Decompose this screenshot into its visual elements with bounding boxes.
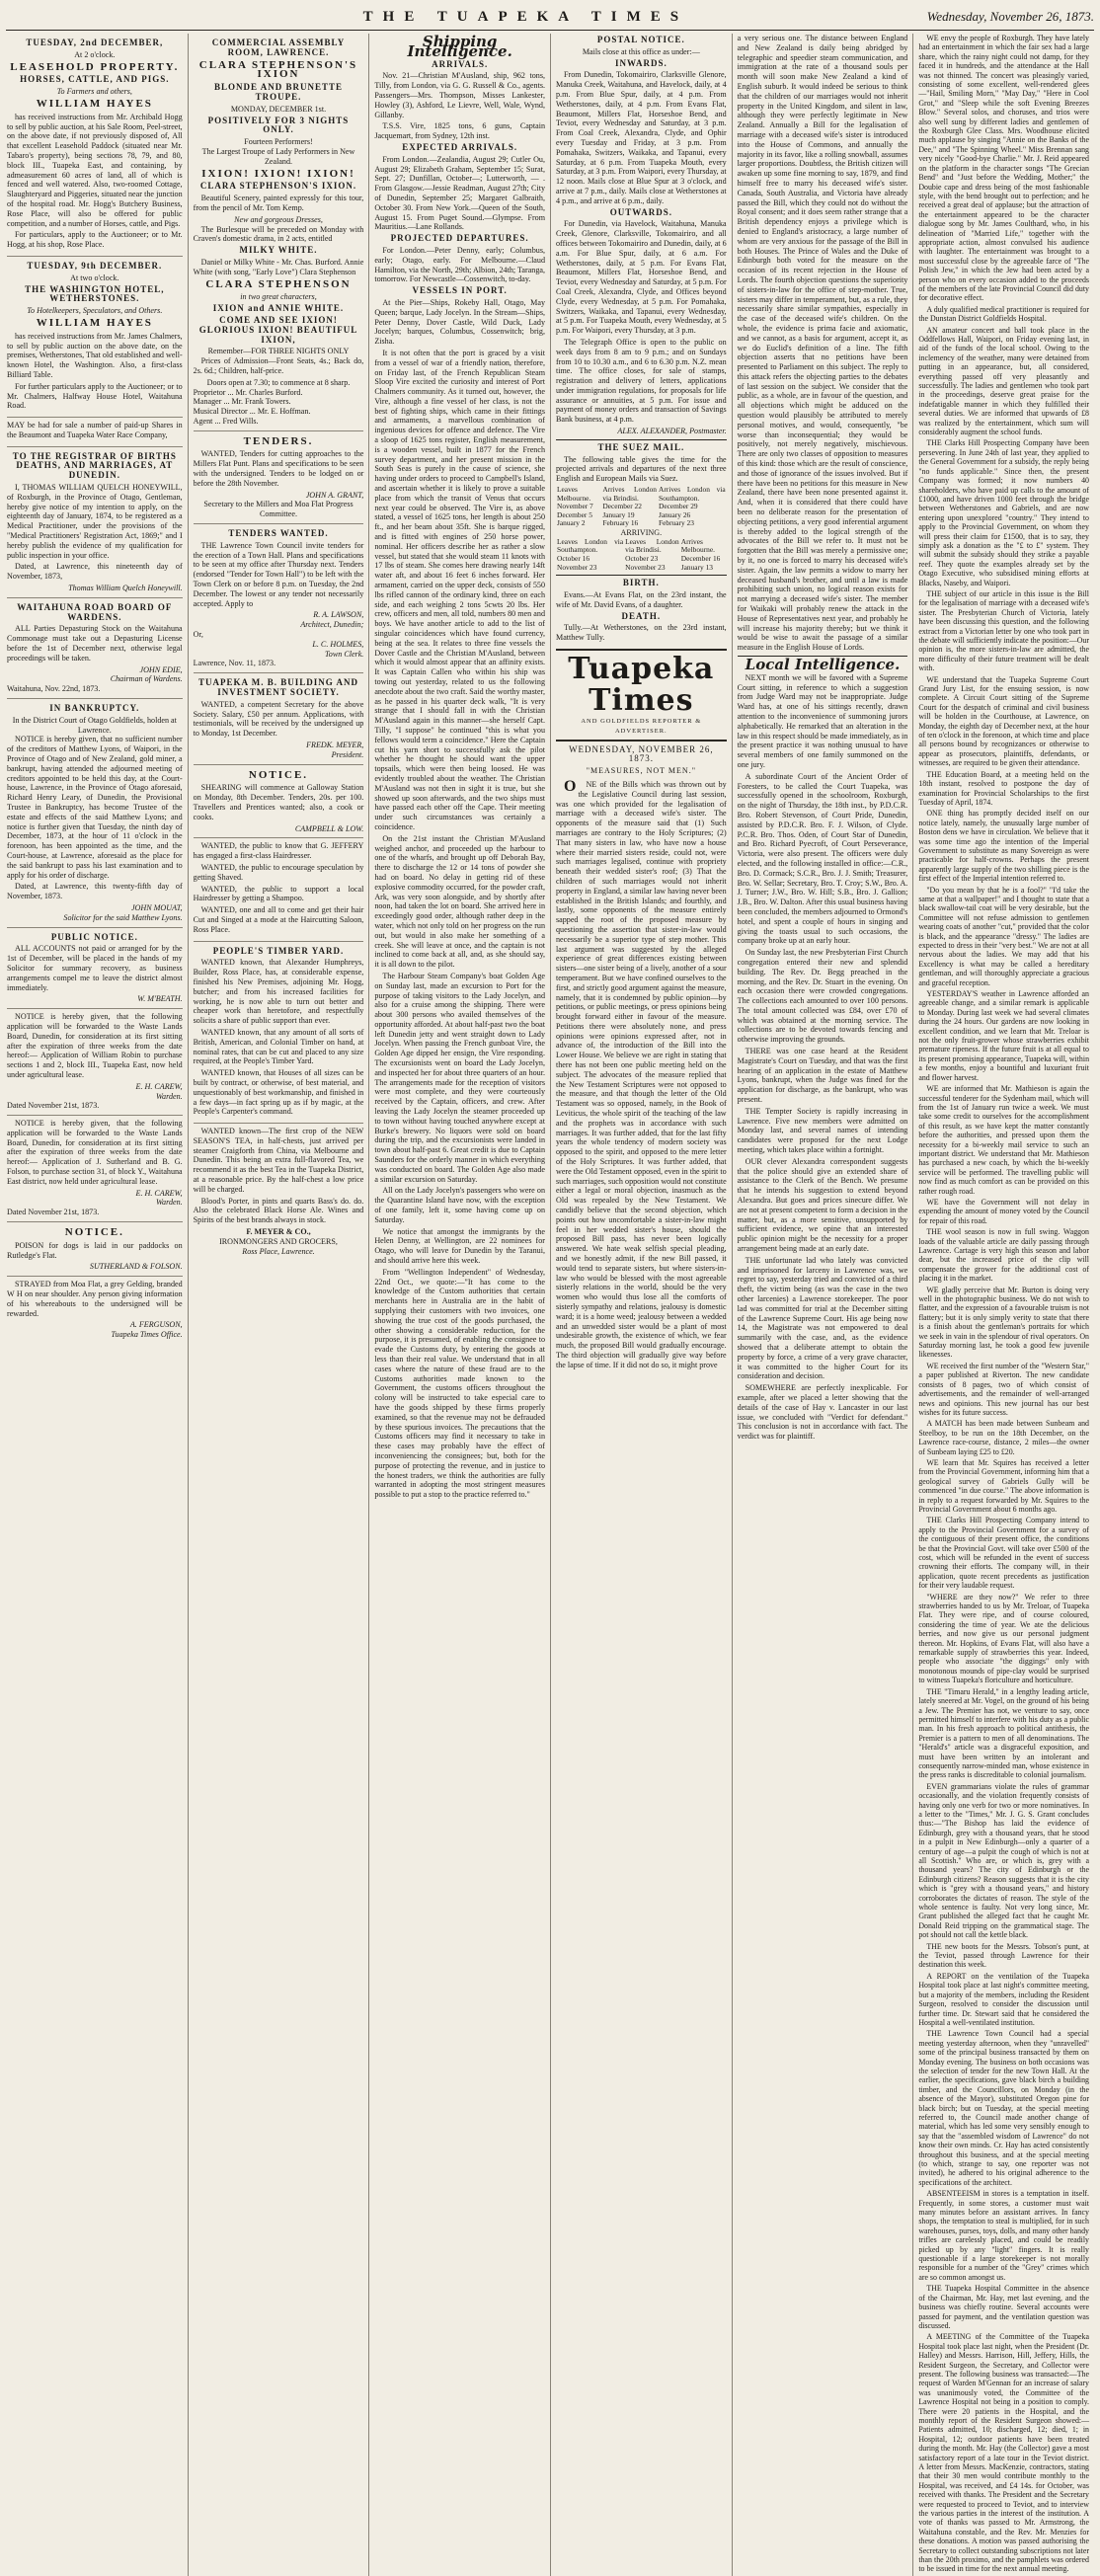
inwards-body: From Dunedin, Tokomairiro, Clarksville Glenore, Manuka Creek, Waitahuna, and Havelock, daily, at 4 p.m. From Blue Spur, daily, at 4 p.m. From Wetherstones, daily, at 4 p.m. From Evans Flat, Beaumont, Millers Flat, Horseshoe Bend, and Teviot, every Wednesday and Saturday, at 3 p.m. From Coal Creek, Alexandra, Clyde, and Ophir every Tuesday and Friday, at 3 p.m. From Pomahaka, Switzers, Waikaka, and Tapanui, every Saturday, at 6 p.m. From Tuapeka Mouth, every Saturday, at 3 p.m. From Waipori, every Thursday, at 12 noon. Mails close at Blue Spur at 3 o'clock, and arrive at 7 p.m., daily. Mails close at Wetherstones at 4 p.m., and arrive at 6 p.m., daily. [556, 70, 727, 205]
waste-signature: E. H. CAREW, [135, 1188, 183, 1198]
shipping-story: We notice that amongst the immigrants by the Helen Denny, at Wellington, are 22 nominees for Otago, who will leave for Dunedin by the Taranui, and should arrive here this week. [374, 1226, 545, 1266]
staff-manager: Manager ... Mr. Frank Towers. [193, 397, 291, 407]
waste-body: NOTICE is hereby given, that the following application will be forwarded to the Waste Lands Board, Dunedin, for consideration at its first sitting after the expiration of three weeks from the date hereof:— Application of J. Sutherland and B. G. Folson, to purchase section 31, of block Y., Waitahuna East district, now held under agricultural lease. [7, 1119, 183, 1186]
wardens-body: ALL Parties Depasturing Stock on the Waitahuna Commonage must take out a Depasturing License before the 1st of December next, otherwise legal proceedings will be taken. [7, 624, 183, 663]
tenders-ad [194, 431, 364, 524]
shipping-story: The Harbour Steam Company's boat Golden Age on Sunday last, made an excursion to Port for the purpose of taking visitors to the Lady Jocelyn, and also for a cruise among the shipping. There were about 300 persons who availed themselves of the opportunity afforded. At about half-past two the boat left Dunedin jetty and went straight down to Lady Jocelyn. When passing the French gunboat Vire, the Golden Age dipped her ensign, the Vire responding. The excursionists went on board the Lady Jocelyn, and inspected her for about three quarters of an hour. The arrangements made for the reception of visitors were most complete, and they were courteously received by the Captain, officers, and crew. After leaving the Lady Jocelyn the steamer proceeded up to town without having touched anywhere except at Burke's brewery. No liquors were sold on board during the trip, and the excursionists were landed in town about half-past 6. Great credit is due to Captain Saunders for the orderly manner in which everything was conducted on board. The Golden Age also made a similar excursion on Saturday. [374, 971, 545, 1184]
local-item: WE gladly perceive that Mr. Burton is doing very well in the photographic business. We do not wish to flatter, and the expression of a favourable truism is not flattery; but it is only simply verity to state that there is a finish about the gentleman's portraits for which we seek in vain in the splendour of rival operators. On Saturday morning last, he took a good few juvenile likenesses. [918, 1285, 1089, 1360]
outwards-heading: OUTWARDS. [609, 206, 672, 217]
local-item: ABSENTEEISM in stores is a temptation in itself. Frequently, in some stores, a customer must wait many minutes before an assistant arrives. In fancy shops, the temptation to steal is multiplied, for in such warehouses, purses, toys, dolls, and many other handy trifles are carelessly placed, and could be readily picked up by any "light" fingers. It is really questionable if a large storekeeper is not morally responsible for a number of the "Grey" crimes which are so common amongst us. [918, 2189, 1089, 2282]
bankruptcy-notice [7, 699, 183, 928]
table-cell: October 23 [625, 554, 659, 564]
auction-ad-1 [7, 34, 183, 257]
troupe-clara: CLARA STEPHENSON'S IXION. [199, 181, 357, 192]
waste-body: NOTICE is hereby given, that the following application will be forwarded to the Waste Lands Board, Dunedin, for consideration at its first sitting after the expiration of three weeks from the date hereof:— Application of William Robin to purchase sections 1 and 2, block III., Tuapeka East, now held under agricultural lease. [7, 1012, 183, 1079]
local-item: "Do you mean by that he is a fool?" "I'd take the same at that a wallpaper!" and I thought to state that a black swallow-tail coat will be very desirable, but the Committee will not refuse admission to gentlemen wearing coats of another "cut," provided that the color is black, and the appearance "dressy." The ladies are expected to dress in their "very best." We are not at all nervous about the ladies. We may add that his Excellency is what may be called a hereditary gentleman, and will thoroughly appreciate a gracious and graceful reception. [918, 885, 1089, 987]
troupe2-prices: Prices of Admission—Front Seats, 4s.; Back do, 2s. 6d.; Children, half-price. [193, 356, 364, 375]
local-item: WE received the first number of the "Western Star," a paper published at Riverton. The new candidate consists of 8 pages, two of which consist of advertisements, and the remainder of well-arranged news and opinions. This new journal has our best wishes for its future success. [918, 1361, 1089, 1417]
table-cell: November 7 [557, 502, 593, 511]
expected-heading: EXPECTED ARRIVALS. [402, 141, 518, 152]
public-heading: PUBLIC NOTICE. [50, 931, 138, 942]
table-cell: November 23 [625, 562, 666, 572]
registrar-signature: Thomas William Quelch Honeywill. [68, 584, 183, 593]
postal-signature: ALEX. ALEXANDER, Postmaster. [617, 427, 727, 436]
meyer-ad [194, 1124, 364, 1260]
troupe-burlesque: The Burlesque will be preceded on Monday with Craven's domestic drama, in 2 acts, entitled [193, 224, 364, 244]
table-cell: January 13 [680, 562, 713, 572]
strayed-signature: A. FERGUSON, [129, 1320, 183, 1330]
troupe2-doors: Doors open at 7.30; to commence at 8 sharp. [206, 377, 351, 387]
birth-body: Evans.—At Evans Flat, on the 23rd instant, the wife of Mr. David Evans, of a daughter. [556, 590, 727, 609]
notice-body: POISON for dogs is laid in our paddocks on Rutledge's Flat. [7, 1240, 183, 1260]
local-item: THE Tuapeka Hospital Committee in the absence of the Chairman, Mr. Hay, met last evening, and the business was chiefly routine. Several accounts were passed for payment, and the ventilation question was discussed. [918, 2284, 1089, 2330]
meyer-role: IRONMONGERS AND GROCERS, [219, 1236, 338, 1246]
arrivals-heading: ARRIVALS. [432, 58, 489, 69]
local-item: A subordinate Court of the Ancient Order of Foresters, to be called the Court Tuapeka, was successfully opened in the schoolroom, Roxburgh, on the night of Thursday, the 18th inst., by P.D.C.R. Bro. Robert Stevenson, of Court Pride, Dunedin, assisted by P.D.C.R. Bro. F. J. Wilson, of Clyde. P.C.R. Bro. Thos. Oden, of Court Star of Dunedin, and Bro. Richard Pyecroft, of Court Perseverance, Victoria, were also present. The officers were duly elected, and the following installed in office:—C.R., Bro. D. Cormack; S.C.R., Bro. J. J. Smith; Treasurer, Bro. W. Sellar; Secretary, Bro. T. Croy; S.W., Bro. A. J. Turner; J.W., Bro. W. Hill; S.B., Bro. J. Gallion; J.B., Bro. W. Dalton. After this usual business having been concluded, the members adjourned to Ormond's hotel, and spent a couple of hours in singing and giving the toasts usual to such occasions, the company broke up at an early hour. [737, 771, 908, 946]
troupe-performers: Fourteen Performers! [244, 137, 313, 147]
shipping-heading: Shipping Intelligence. [407, 33, 512, 60]
projected-heading: PROJECTED DEPARTURES. [390, 233, 529, 244]
table-cell: February 16 [602, 518, 639, 528]
table-cell: November 23 [557, 562, 597, 572]
auction-ad-2 [7, 257, 183, 418]
bankruptcy-heading: IN BANKRUPTCY. [49, 703, 140, 714]
wardens-role: Chairman of Wardens. [110, 674, 183, 684]
tenders-role: Secretary to the Millers and Moa Flat Progress Committee. [203, 500, 354, 519]
local-item: THE Education Board, at a meeting held on the 18th instant, resolved to postpone the day of examination for Provincial Scholarships to the first Tuesday of April, 1874. [918, 769, 1089, 807]
table-header-row [556, 538, 727, 555]
registrar-dated: Dated, at Lawrence, this nineteenth day of November, 1873, [7, 562, 183, 582]
local-item: OUR clever Alexandra correspondent suggests that the police should give an extended share of assistance to the Clerk of the Bench. We presume that he intends his suggestion to extend beyond Alexandra. But goes and prices sinecure differ. We are not at present competent to form a decision in the matter, but, as a more sensitive, unsupported by sufficient evidence, we opine that an interested public opinion might be the necessity for a proper arrangement being made at an early date. [737, 1156, 908, 1254]
waste-signature: E. H. CAREW, [135, 1081, 183, 1091]
troupe2-remember: Remember—FOR THREE NIGHTS ONLY [207, 347, 350, 356]
shipping-story: It is not often that the port is graced by a visit from a vessel of war of a friendly nation, therefore, on Friday last, of the French Republican Steam Sloop Vire excited the curiosity and interest of Port Chalmers community. As it turned out, however, the Vire, although a fine vessel of her class, is not the best of fighting ships, which came in their fittings and armaments, a marvellous combination of ingenious devices for offence and defence. The Vire a sloop of 1625 tons register, English measurement, is a wooden vessel, built in 1877 for the French survey department, and her present mission in the South Seas is purely in the cause of science, she having under orders to proceed to Campbell's Island, and ascertain whether it is likely to prove a suitable place from which the transit of Venus that occurs next year could be observed. The Vire is, as above stated, a vessel of 1625 tons, her length is about 250 ft., and her beam about 35ft. She is barque rigged, and is fitted with engines of 250 horse power, nominal. Her officers describe her as rather a slow vessel, but stated that she would steam 11 knots with 17 lbs of steam. She comes here drawing nearly 14ft water aft, and about 16 feet 6 inches forward. Her armament, carried on the upper deck, consists of 550 lbs rifled cannon of the ordinary kind, three on each side, and each weighing 2 tons 5cwts 20 lbs. Her crew, officers and men, all told, numbers 80 men and boys. We have another article to add to the list of singular coincidences which have found currency, being at the sea. It relates to three fine vessels the Dover Castle and the Christian M'Ausland, between which it would almost appear that an affinity exists. It was Captain Callen who within his ship was towing out yesterday, related to us the following anecdote about the two craft. Said the worthy master, as he passed in his quarter deck walk, "It is very strange that I should fall in with the Christian M'Ausland again in this manner—she herself Capt. Tilly, "I suppose" he continued "this is what you fellows would term a coincidence." Here the Captain cut his yarn short to successfully ask the pilot whether he thought he should want the upper topsails, which were then being loosed. He was evidently troubled about the weather. The Christian M'Ausland was not then in sight it is true, but she showed up soon afterwards, and the two ships must have passed each other off the Cape. Their meeting under such circumstances was certainly a coincidence. [374, 348, 545, 831]
auction-addressee: To Hotelkeepers, Speculators, and Others. [27, 306, 163, 316]
divider [556, 575, 727, 576]
suez-heading: THE SUEZ MAIL. [597, 441, 685, 452]
auction-footer: For further particulars apply to the Auctioneer; or to Mr. Chalmers, Halfway House Hotel, Waitahuna Road. [7, 381, 183, 411]
staff-proprietor: Proprietor ... Mr. Charles Burford. [193, 387, 303, 397]
tenders2-signature-1: R. A. LAWSON, [313, 610, 364, 620]
local-item: THE "Timaru Herald," in a lengthy leading article, lately sneered at Mr. Vogel, on the ground of his being a Jew. The Premier has not, we venture to say, once permitted himself to interfere with his duty as a public man. In his fresh approach to political antithesis, the Premier is a pattern to men of all denominations. The "Herald's" article was a disgraceful exposition, and must have been written by an intolerant and consequently narrow-minded man, whose existence in the press ranks is discreditable to colonial journalism. [918, 1686, 1089, 1780]
wardens-notice [7, 598, 183, 699]
tenders2-heading: TENDERS WANTED. [228, 528, 329, 539]
table-cell: December 22 [602, 502, 642, 511]
local-item: THE wool season is now in full swing. Waggon loads of the valuable article are daily passing through Lawrence. Cartage is very high this season and labor dear, but the increased price of the clip will compensate the grower for the additional cost of placing it in the market. [918, 1227, 1089, 1284]
bankruptcy-signature: JOHN MOUAT, [130, 902, 183, 912]
building-society-ad [194, 673, 364, 764]
troupe-drama: MILKY WHITE. [239, 245, 318, 256]
town-hall-tenders [194, 524, 364, 673]
auction-body: has received instructions from Mr. James Chalmers, to sell by public auction on the above date, on the premises, Wetherstones, That old established and well-known Hotel, the Washington. Also, a first-class Billiard Table. [7, 331, 183, 379]
death-body: Tully.—At Wetherstones, on the 23rd instant, Matthew Tully. [556, 623, 727, 643]
shipping-story: From "Wellington Independent" of Wednesday, 22nd Oct., we quote:—"It has come to the knowledge of the Custom authorities that certain merchants here in Australia are in the habit of supplying their customers with two invoices, one showing the true cost of the goods purchased, the other showing a considerable reduction, for the purpose, it is presumed, of enabling the consignee to evade the Customs duty, by entering the goods at less than their real value. We understand that in all cases where the nature of these fraud are to the Customs authorities made known to the Government, the customs officers throughout the colony will be instructed to take especial care to have the goods shipped by these firms properly examined, so that the revenue may not be defrauded by these spurious invoices. The precautions that the Customs officers may find it necessary to take in these cases may probably have the effect of inconveniencing the consignees; but, both for the purpose of protecting the revenue, and in justice to the honest traders, we think the authorities are fully warranted in adopting the most stringent measures possible to put a stop to the practice referred to." [374, 1267, 545, 1500]
arrivals-body-2: T.S.S. Vire, 1825 tons, 6 guns, Captain Jacquemart, from Sydney, 12th inst. [374, 121, 545, 141]
notice-body: SHEARING will commence at Galloway Station on Monday, 8th December. Tenders, 20s. per 100. Travellers and Prentices wanted; also, a cook or cooks. [193, 783, 364, 821]
waste-lands-notice-2 [7, 1116, 183, 1222]
public-signature: W. M'BEATH. [137, 994, 183, 1004]
troupe2-sub: in two great characters, [240, 292, 317, 302]
table-cell: January 19 [602, 509, 635, 519]
local-item: A REPORT on the ventilation of the Tuapeka Hospital took place at last night's committee meeting, but a majority of the members, including the Resident Surgeon, resolved to consider the discussion until further time. Dr. Stewart said that he considered the Hospital a well-ventilated institution. [918, 1971, 1089, 2027]
expected-body: From London.—Zealandia, August 29; Cutler Ou, August 29; Elizabeth Graham, September 15; Surat, Sept. 27; Dunfillan, October—; Lutterworth, — . From Glasgow.—Jessie Readman, August 27th; City of Dunedin, September 25; Margaret Galbraith, October 30. From New York.—Queen of the South, August 15. From Puget Sound.—Glympse. From Mauritius.—Lane Rollands. [374, 154, 545, 232]
nameplate-title: Tuapeka Times [568, 651, 715, 718]
port-body: At the Pier—Ships, Rokeby Hall, Otago, May Queen; barque, Lady Jocelyn. In the Stream—Ships, Peter Denny, Dover Castle, Wild Duck, Lady Jocelyn; barques, Columbus, Cossenwitch; brig, Zisha. [374, 297, 545, 347]
local-item: WE are informed that Mr. Mathieson is again the successful tenderer for the Sydenham mail, which will from the 1st of January run twice a week. We must take some credit to ourselves for the accomplishment of this result, as we have kept the matter constantly before the authorities, and pressed upon them the necessity for a bi-weekly mail service to such an important district. We understand that Mr. Mathieson has purchased a new coach, by which the bi-weekly service will be performed. The travelling public will now find as much comfort as can be provided on this rather rough road. [918, 1084, 1089, 1196]
meyer-place: Ross Place, Lawrence. [242, 1246, 315, 1256]
table-header: Arrives London via Brindisi. [602, 485, 657, 503]
hall-name: COMMERCIAL ASSEMBLY ROOM, LAWRENCE. [211, 38, 346, 57]
masthead [6, 4, 1094, 31]
table-header: Leaves London via Brindisi. [625, 536, 679, 555]
tenders-heading: TENDERS. [243, 434, 314, 447]
shipping-story: All on the Lady Jocelyn's passengers who were on the Quarantine Island have now, with the exception of one family, left it, some having come up on Saturday. [374, 1186, 545, 1224]
tenders2-role-1: Architect, Dunedin; [300, 620, 364, 630]
strayed-notice [7, 1277, 183, 1344]
troupe-largest: The Largest Troupe of Lady Performers in New Zealand. [201, 146, 355, 166]
local-item: NEXT month we will be favored with a Supreme Court sitting, in reference to which a suggestion from Judge Ward may not be inappropriate. Judge Ward has, at one of his sittings recently, drawn attention to the inconvenience of summoning jurors alphabetically. He remarked that an alteration in the law in this respect should be made immediately, as in the present practice it was nothing unusual to have several members of one family summoned on the one jury. [737, 672, 908, 769]
tenders-signature: JOHN A. GRANT, [305, 490, 364, 500]
timber-body: WANTED known, that Houses of all sizes can be built by contract, or otherwise, of best material, and unquestionably of best workmanship, and finished in a few days—in fact spring up as if by magic, at the People's Carpenter's command. [193, 1068, 364, 1117]
auctioneer-name: WILLIAM HAYES [36, 316, 153, 329]
local-item: A MATCH has been made between Sunbeam and Steelboy, to be run on the 18th December, on the Lawrence race-course, distance, 2 miles—the owner of Sunbeam laying £25 to £20. [918, 1419, 1089, 1456]
table-header: Arrives London via Southampton. [659, 485, 726, 503]
auction-time: At two o'clock. [70, 273, 119, 282]
table-row [556, 564, 727, 573]
ixion-ad [194, 34, 364, 431]
table-header: Leaves London via Southampton. [557, 536, 624, 555]
auction-heading: THE WASHINGTON HOTEL, WETHERSTONES. [25, 283, 165, 304]
shipping-story: On the 21st instant the Christian M'Ausland weighed anchor, and proceeded up the harbour to one of the wharfs, and brought up off Deborah Bay, there to discharge the 12 or 14 tons of powder she had on board. No delay in getting rid of these explosive commodity occurred, for the powder craft, Ark, was very soon alongside, and by shortly after noon, had taken the lot on board. She arrived here in exceedingly good order, although rather deep in the water, which not only told on her progress on the run out, but would in also make her something of a creek. She will leave at once, and the captain is not inclined to come back at all, and, as she should say, it is all down to the pilot. [374, 833, 545, 970]
inwards-heading: INWARDS. [614, 57, 668, 68]
tenders-body: WANTED, Tenders for cutting approaches to the Millers Flat Punt. Plans and specifications to be seen with the undersigned. Tenders to be lodged on or before the 28th November. [193, 449, 364, 488]
local-item: THERE was one case heard at the Resident Magistrate's Court on Tuesday, and that was the first hearing of an application in the estate of Matthew Lyons, bankrupt, when the Judge was fined for the application for discharge, as the bankrupt, who was present. [737, 1047, 908, 1105]
troupe-ixion: IXION! IXION! IXION! [201, 167, 355, 180]
timber-yard-ad [194, 942, 364, 1125]
column-2 [188, 34, 369, 2576]
local-item: A duly qualified medical practitioner is required for the Dunstan District Goldfields Hospital. [918, 304, 1089, 324]
suez-arrivals-table [556, 486, 727, 528]
auction-date: TUESDAY, 9th DECEMBER. [27, 260, 163, 271]
auction-heading: LEASEHOLD PROPERTY. [10, 60, 180, 73]
waste-role: Warden. [156, 1091, 183, 1101]
local-item: THE Tempter Society is rapidly increasing in Lawrence. Five new members were admitted on Monday last, and several names of intending candidates were proposed for the next Lodge meeting, which takes place within a fortnight. [737, 1106, 908, 1155]
birth-heading: BIRTH. [622, 578, 660, 588]
timber-heading: PEOPLE'S TIMBER YARD. [212, 945, 345, 956]
staff-director: Musical Director ... Mr. E. Hoffman. [193, 407, 311, 417]
registrar-body: I, THOMAS WILLIAM QUELCH HONEYWILL, of Roxburgh, in the Province of Otago, Gentleman, hereby give notice of my intention to apply, on the eighteenth day of January, 1874, to be registered as a Medical Practitioner, under the provisions of the "Medical Practitioners' Registration Act, 1869;" and I hereby publish the evidence of my qualification for public inspection in your office. [7, 483, 183, 560]
waste-date: Dated November 21st, 1873. [7, 1208, 100, 1217]
strayed-footer: Tuapeka Times Office. [111, 1330, 183, 1340]
table-cell: January 26 [659, 509, 691, 519]
bankruptcy-court: In the District Court of Otago Goldfields, holden at Lawrence. [12, 715, 177, 735]
editorial-body: ONE of the Bills which was thrown out by the Legislative Council during last session, was one which provided for the legalisation of marriage with a deceased wife's sister. The opponents of the measure said that (1) Such marriages are contrary to the Holy Scriptures; (2) That many sisters in law, who have now a house where their married sisters reside, could not, were such marriages legalised, continue with propriety beneath their wedded sister's roof; (3) That the children of such marriages would not inherit property in England, a similar law having never been established in the British Islands; and fourthly, and lastly, some opponents of the measure entirely sapped the root of the proposed measure by questioning the assertion that sister-in-law would necessarily be a superior type of step mother. This last argument was suggested by the alleged experience of great differences existing between sisters—one sister being of a lively, another of a sour temperament. But we have confined ourselves to the first, and strictly good argument against the measure, namely, that it is condemned by public opinion—by petitions, or public meetings, or press opinions being brought forward either in favour of the measure. Petitions there were absolutely none, and press opinions were opinions expressed after, not in advance of, the introduction of the Bill into the Lower House. We believe we are right in stating that there has not been one public meeting held on the subject. The advocates of the measure replied that the New Testament Scriptures were not opposed to the measure, and that though the letter of the Old Testament was so opposed, namely, in the Book of Leviticus, the whole spirit of the teaching of the law and the prophets was in accordance with such marriages. It was further added, that for the last fifty years the whole tendency of modern society was opposed to the spirit, and opposed to the mere letter of the Holy Scriptures. It was further added, that were the Old Testament opposed, even in the spirit to such marriages, such opposition would not constitute either a legal or moral objection, inasmuch as the Old was repealed by the New Testament. We candidly believe that the second objection, which points out how uncomfortable a sister-in-law might feel in her wedded sister's house, should the proposed Bill pass, has never been logically answered. We hate weak selfish special pleading, and we honestly admit, if the new Bill passed, it would tend to separate sisters, but where sisters-in-law who would be blessed with the most agreeable sisterly relations in the world, should be the very women who would thus lose all the comforts of sisterly sympathy and relations, jealousy is domestic ward; it is a home weed; jealousy between a wedded and an unwedded sister would be a plant of most undesirable growth, the existence of which, we fear much, the proposed Bill would gradually encourage. The third objection will gradually give way before the lapse of time. If it did not do so, it might prove [556, 777, 727, 1369]
postal-heading: POSTAL NOTICE. [596, 35, 685, 44]
meyer-signature: F. MEYER & CO., [246, 1227, 311, 1237]
local-intelligence-heading: Local Intelligence. [745, 656, 901, 673]
tenders2-signature-2: L. C. HOLMES, [312, 639, 364, 649]
local-item: SOMEWHERE are perfectly inexplicable. For example, after we placed a letter showing that the details of the case of Hay v. Lancaster in our last issue, we concluded with "Verdict for defendant." This conclusion is not in accordance with fact. The verdict was for plaintiff. [737, 1383, 908, 1442]
local-item: THE Lawrence Town Council had a special meeting yesterday afternoon, when they "unravelled" some of the principal business transacted by them on Monday evening. The business on both occasions was the selection of tender for the new Town Hall. At the earlier, the specifications, gave black birch a building timber, and the Councillors, on Monday (in the absence of the Mayor), substituted Oregon pine for black birch; but on Tuesday, at the special meeting referred to, the Council made another change of material, which has led some very sensibly enough to say that the "assembled wisdom of Lawrence" do not know their own minds. Cr. Hay has acted consistently throughout this business, and at the special meeting (to which, strange to say, one reporter was not invited), he adhered to his original adherence to the specifications of the architect. [918, 2029, 1089, 2187]
society-role: President. [331, 749, 364, 759]
shearing-notice [194, 765, 364, 839]
table-cell: December 16 [680, 554, 721, 564]
registrar-notice [7, 447, 183, 598]
wardens-heading: WAITAHUNA ROAD BOARD OF WARDENS. [17, 601, 173, 622]
auction-footer: For particulars, apply to the Auctioneer; or to Mr. Hogg, at his shop, Rose Place. [7, 230, 183, 250]
tenders2-or: Or, [193, 630, 203, 640]
suez-intro: The following table gives the time for the projected arrivals and departures of the next three English and European Mails via Suez. [556, 454, 727, 484]
hairdresser-ads [194, 838, 364, 941]
local-item: WE envy the people of Roxburgh. They have lately had an entertainment in which the fair sex had a large share, which the rainy night could not damp, for they faced it in hundreds, and the attendance at the Hall was not thinned. The concert was pleasingly varied, consisting of some excellent, well-rendered glees—"Hail, Smiling Morn," "May Day," "Here in Cool Grot," and "Sleep while the soft Evening Breezes Blow." Several solos, and choruses, and trios were also well sung by different ladies and gentlemen of the Roxburgh Glee Class. Mrs. Woodhouse elicited much applause by singing "Annie on the Banks of the Dee," and "The Spinning Wheel." Miss Brennan sang very nicely "Good-bye Charlie." Mr. J. Reid appeared on the platform in the character songs "The Grecian Bend" and "Just before the Wedding, Mother;" the Doubie cape and dress being of the most fashionable style, with the bend brought out to perfection; and he received a great deal of applause; but the attraction of the entertainment appeared to be the character dialogue song by Mr. James Coulthard, who, in his delineation of "Married Life," together with the appropriate action, almost convulsed his audience with laughter. The entertainment was brought to a most successful close by the agreeable farce of "The Polish Jew," in which the Jew had been acted by a person who on every occasion added to the proceeds of the members of the late Provincial Council did duty for decorative effect. [918, 34, 1089, 303]
table-cell: January 2 [557, 518, 586, 528]
local-item: WE understand that the Tuapeka Supreme Court Grand Jury List, for the ensuing session, is now complete. A Circuit Court sitting of the Supreme Court for the despatch of criminal and civil business will be holden in the Courthouse, at Lawrence, on Monday, the eighth day of December next, at the hour of ten o'clock in the forenoon, at which time and place all persons bound by recognizances or otherwise to appear as prosecutors, plaintiffs, defendants, or witnesses, are required to be given their attendance. [918, 674, 1089, 768]
troupe-cast: Daniel or Milky White - Mr. Chas. Burford. Annie White (with song, "Early Love") Clara Stephenson [193, 257, 364, 276]
local-item: THE unfortunate lad who lately was convicted and imprisoned for larceny in Lawrence was, we regret to say, yesterday tried and convicted of a third theft, the victim being (as was the case in the two other larcenies) a Lawrence storekeeper. The poor lad was committed for trial at the December sitting of the Lawrence Supreme Court. His age being now 14, the Magistrate was not empowered to deal summarily with the case, and, as the evidence showed that a deliberate attempt to obtain the property by force, a crime of a very grave character, it was committed to the higher Court for its consideration and decision. [737, 1255, 908, 1381]
editorial-continued: a very serious one. The distance between England and New Zealand is daily being abridged by telegraphic and speedier steam communication, and immigration at the rate of a thousand souls per month will soon make New Zealand a kind of English suburb. It would indeed be serious to think that the children of our marriages would not inherit property in the United Kingdom, and silent in law, although they were perfectly legitimate in New Zealand. Annually a Bill for the legalisation of marriage with a deceased wife's sister is introduced into the House of Commons, and annually the majority in its favor, like a rolling snowball, assumes larger proportions. Doubtless, the British citizen will awaken up some fine morning to say, 1879, and find himself free to marry his deceased wife's sister. Canada, South Australia, and Victoria have already passed the Bill, which they could not do without the Royal consent; and it does seem rather strange that a British dependency enjoys a privilege which is denied to England's aristocracy, a large number of whom are very anxious for the passage of the Bill in both Houses. The Prince of Wales and the Duke of Edinburgh both voted for the measure on the occasion of its recent rejection in the House of Lords. The fourth objection questions the superiority of sisters-in-law for the office of step-mother. True, sisters may differ in temperament, but, as a rule, they necessarily share similar sympathies, especially in the case of the deceased wife's children. On the whole, the evidence is prima facie and axiomatic, and we cannot, as a basis for argument, accept it, as we do Euclid's definition of a line. The fifth objection asserts that no petitions have been presented to Parliament on this subject. The reply to this attack refers the objecting parties to the debates of last session on the subject. We consider that the public, as a whole, are in favour of the question, and all objections which might be adduced on the question would plausibly be attributed to merely personal motives, and would, consequently, "be worse than inconsequential; they would be positively, not merely negatively, mischievous. There are only two classes of opposition to measures of this kind: those which are the result of conscience, and those of ignorance of the issues involved. But if there have been no petitions for this measure in New Zealand, there have been none presented against it. And, when it is considered that there could have been no deliberate reason for the presentation of objecting petitions, a very good inferential argument is thereby added to the logical strength of the advocates of the Bill we refer to. It must not be forgotten that the Bill was merely a permissive one; by it, no one is forced to marry his deceased wife's sister. Again, the law permits a widow to marry her deceased husband's brother, and until a law is made prohibiting such union, no logical reason exists for not marrying a deceased wife's sister. The member for Waikaki will probably renew the attack in the House of Representatives next year, and probably he will increase his majority thereby; but we think it would be wise to await the passage of a similar measure in the English House of Lords. [737, 34, 908, 653]
port-heading: VESSELS IN PORT. [412, 285, 508, 296]
table-header: Leaves Melbourne. [557, 485, 591, 503]
troupe-dresses: New and gorgeous Dresses, [234, 214, 323, 224]
local-item: WE learn that Mr. Squires has received a letter from the Provincial Government, informing him that a geological survey of Gabriels Gully will be commenced "in due course." The above information is in reply to a request forwarded by Mr. Squires to the Provincial Government about 6 months ago. [918, 1457, 1089, 1514]
troupe-nights: POSITIVELY FOR 3 NIGHTS ONLY. [207, 115, 350, 135]
column-6 [912, 34, 1094, 2576]
motto: "MEASURES, NOT MEN." [586, 766, 696, 776]
wardens-date: Waitahuna, Nov. 22nd, 1873. [7, 684, 101, 694]
shares-ad [7, 418, 183, 447]
nameplate [556, 649, 727, 742]
hairdresser-ad: WANTED, the public to support a local Hairdresser by getting a Shampoo. [193, 884, 364, 903]
troupe-subheading: BLONDE AND BRUNETTE TROUPE. [213, 82, 343, 102]
auction-subheading: HORSES, CATTLE, AND PIGS. [20, 74, 170, 85]
masthead-title: THE TUAPEKA TIMES [362, 8, 689, 25]
auction-body: has received instructions from Mr. Archibald Hogg to sell by public auction, at his Sale Room, Peel-street, on the above date, if not previously disposed of, All that excellent Leasehold Paddock (situated near Mr. Tabaro's property), being sections 78, 79, and 80, block III., Tuapeka East, and containing, by admeasurement 60 acres of land, all of which is fenced and well watered. Also, two-roomed Cottage, Slaughteryard and Piggeries, situated near the junction of the hospital road. Mr. Hogg's Butchery Business, Rose Place, will also be offered for public competition, and a number of Horses, cattle, and Pigs. [7, 112, 183, 228]
waste-role: Warden. [156, 1198, 183, 1208]
staff-agent: Agent ... Fred Wills. [193, 416, 259, 426]
table-header: Arrives Melbourne. [680, 536, 716, 555]
table-cell: February 23 [659, 518, 694, 528]
troupe2-heading: CLARA STEPHENSON [205, 277, 352, 290]
tenders2-role-2: Town Clerk. [325, 649, 364, 659]
registrar-heading: TO THE REGISTRAR OF BIRTHS DEATHS, AND MARRIAGES, AT DUNEDIN. [12, 450, 177, 481]
table-cell: December 5 [557, 509, 592, 519]
local-item: THE Clarks Hill Prospecting Company intend to apply to the Provincial Government for a survey of the contiguous of their present office, the conditions be that the Provincial Govt. will take over £500 of the cost, which will be refunded in the event of success crowning their efforts. The company will, in their application, quote recent precedents as justification for their very laudable request. [918, 1516, 1089, 1591]
column-3 [368, 34, 550, 2576]
strayed-body: STRAYED from Moa Flat, a grey Gelding, branded W H on near shoulder. Any person giving information of his whereabouts to the undersigned will be rewarded. [7, 1280, 183, 1318]
column-4 [550, 34, 732, 2576]
local-item: EVEN grammarians violate the rules of grammar occasionally, and the violation frequently consists of having only one verb for two or more nominatives. In a letter to the "Times," Mr. J. G. S. Grant concludes thus:—"The Bishop has laid the evidence of Edinburgh, grey with a thousand years, that he stood in a pulpit in New Edinburgh—only a quarter of a century of age—a pulpit the cough of which is not at all Scottish." Who are, or which is, grey with a thousand years? The city of Edinburgh or the Edinburgh citizens? Reason suggests that it is the city which is "grey with a thousand years," and history corroborates the dictates of reason. The style of the whole sentence is faulty. Not very long since, Mr. Grant published the alleged fact that he caught Mr. Donald Reid tripping on the grammatical stage. The pot should not call the kettle black. [918, 1781, 1089, 1940]
troupe-scenery: Beautiful Scenery, painted expressly for this tour, from the pencil of Mr. Tom Kemp. [193, 194, 364, 212]
local-item: "WHERE are they now?" We refer to three strawberries handed to us by Mr. Treloar, of Tuapeka Flat. They were ripe, and of course coloured, considering the time of year. We ate the delicious berries, and now give us our personal judgment thereon. Mr. Hopkins, of Evans Flat, will also have a remarkable supply of strawberries this year. Indeed, people who associate "the diggings" only with monotonous mounds of pipe-clay would be surprised to witness Tuapeka's floriculture and horticulture. [918, 1592, 1089, 1685]
local-item: THE subject of our article in this issue is the Bill for the legalisation of marriage with a deceased wife's sister. The Presbyterian Church of Victoria, lately have been discussing this question, and the following extract from a Victorian letter by one who took part in the debate will sufficiently indicate the position:—Our opinion is, the more sisters-in-law are admitted, the more difficulty of their future treatment will be dealt with. [918, 588, 1089, 673]
table-cell: December 29 [659, 502, 698, 511]
table-row [556, 519, 727, 528]
society-body: WANTED, a competent Secretary for the above Society. Salary, £50 per annum. Applications, with testimonials, will be received by the undersigned up to Monday, 1st December. [193, 699, 364, 739]
troupe2-come: COME AND SEE IXION! GLORIOUS IXION! BEAUTIFUL IXION, [198, 314, 358, 345]
outwards-body: For Dunedin, via Havelock, Waitahuna, Manuka Creek, Glenore, Clarksville, Tokomairiro, and all offices between Tokomairiro and Dunedin, daily, at 6 a.m. For Blue Spur, daily, at 6 a.m. For Wetherstones, daily, at 5 p.m. For Evans Flat, Beaumont, Millers Flat, Horseshoe Bend, and Teviot, every Wednesday and Saturday, at 5 p.m. For Coal Creek, Alexandra, Clyde, and Offices beyond Clyde, every Wednesday, at 5 p.m. For Pomahaka, Switzers, Waikaka, and Tapanui, every Wednesday, at 5 p.m. For Tuapeka Mouth, every Wednesday, at 5 p.m. For Waipori, every Thursday, at 3 p.m. [556, 219, 727, 336]
suez-arriving-label: ARRIVING. [620, 528, 663, 538]
column-1 [6, 34, 188, 2576]
bankruptcy-body: NOTICE is hereby given, that no sufficient number of the creditors of Matthew Lyons, of Waipori, in the Province of Otago and of New Zealand, gold miner, a bankrupt, having attended the adjourned meeting of creditors appointed to be held this day, at the Court-house, Lawrence, in the Province of Otago aforesaid, Richard Henry Leary, of Dunedin, the Provisional Trustee in Bankruptcy, has become Trustee of the estate and effects of the said Matthew Lyons; and notice is further given that Tuesday, the ninth day of December, 1873, at the hour of 11 o'clock in the forenoon, has been appointed as the time, and the Court-house, at Lawrence, aforesaid as the place for the said bankrupt to pass his last examination and to apply for his order of discharge. [7, 735, 183, 880]
local-item: ONE thing has promptly decided itself on our notice lately, namely, the unusually large number of Boston dens we have in circulation. We believe that it was some time ago the intention of the Imperial Government to substitute as many Sovereign as were practicable for half-crowns. Perhaps the present apparently large supply of the two shilling piece is the first effect of the Imperial intention referred to. [918, 809, 1089, 884]
hairdresser-ad: WANTED, the public to encourage speculation by getting Shaved. [193, 862, 364, 882]
timber-body: WANTED known, that Alexander Humphreys, Builder, Ross Place, has, at considerable expense, finished his New Premises, adjoining Mr. Hogg, butcher; and from his increased facilities for working, he is now able to turn out better and cheaper work than heretofore, and respectfully solicits a share of public support than ever. [193, 958, 364, 1026]
hairdresser-ad: WANTED, one and all to come and get their hair Cut and Singed at a mode at the Haircutting Saloon, Ross Place. [193, 905, 364, 934]
meyer-body: Blood's Porter, in pints and quarts Bass's do. do. Also the celebrated Black Horse Ale. Wines and Spirits of the best brands always in stock. [193, 1196, 364, 1225]
postal-mails: Mails close at this office as under:— [582, 46, 700, 56]
local-item: A MEETING of the Committee of the Tuapeka Hospital took place last night, when the President (Dr. Halley) and Messrs. Harrison, Hill, Jeffery, Hills, the Resident Surgeon, the Secretary, and Collector were present. The following business was transacted:—The request of Warden M'Gennan for an increase of salary was unanimously voted, the Committee of the Lawrence Hospital not being in a position to comply. There were 20 patients in the Hospital, and the monthly report of the Resident Surgeon showed:—Patients admitted, 10; discharged, 12; died, 1; in Hospital, 12; outdoor patients have been treated during the month. Mr. Hay (the Collector) gave a most satisfactory report of a late tour in the Teviot district. A letter from Messrs. MacKenzie, contractors, stating that their 30 men would contribute monthly to the Hospital, was received, and £4 14s. for October, was received with thanks. The President and the Secretary were requested to proceed to Teviot, and to interview the various parties in the interest of the institution. A vote of thanks was passed to Mr. Armstrong, the Waitahuna constable, and the Rev. Mr. Menzies for these donations. A motion was passed authorising the Secretary to collect outstanding subscriptions not later than the 20th proximo, and the pamphlets was ordered to be issued in time for the next annual meeting. [918, 2332, 1089, 2574]
notice-signature: SUTHERLAND & FOLSON. [89, 1262, 183, 1272]
dateline: WEDNESDAY, NOVEMBER 26, 1873. [569, 743, 714, 764]
tenders2-body: THE Lawrence Town Council invite tenders for the erection of a Town Hall. Plans and specifications to be seen at my office after Thursday next. Tenders (endorsed "Tender for Town Hall") to be left with the Town Clerk on or before 8 p.m. on Tuesday, the 2nd December. The lowest or any tender not necessarily accepted. Apply to [193, 540, 364, 608]
notice-heading: NOTICE. [64, 1226, 124, 1239]
tenders2-date: Lawrence, Nov. 11, 1873. [193, 659, 276, 668]
local-item: YESTERDAY'S weather in Lawrence afforded an agreeable change, and a similar remark is applicable to Monday. During last week we had several climates during the 24 hours. Our gardens are now looking in excellent condition, and we learn that Mr. Treloar is not the only fruit-grower whose strawberries exhibit premature ripeness. If the future fruit is at all equal to its present promising appearance, Tuapeka will, within a few months, enjoy a bountiful and luxuriant fruit and flower harvest. [918, 989, 1090, 1082]
divider [556, 439, 727, 440]
suez-departures-table [556, 538, 727, 572]
waste-lands-notice-1 [7, 1009, 183, 1116]
notice-signature: CAMPBELL & LOW. [294, 823, 364, 833]
table-header-row [556, 486, 727, 503]
local-item: On Sunday last, the new Presbyterian First Church congregation entered their new and splendid building. The Rev. Dr. Begg preached in the morning, and the Rev. Dr. Stuart in the evening. On each occasion there were crowded congregations. The collections each amounted to over 100 persons. The total amount collected was £84, over £70 of which was obtained at the morning service. The collections are to be devoted towards fencing and otherwise improving the grounds. [737, 948, 908, 1045]
bankruptcy-role: Solicitor for the said Matthew Lyons. [63, 912, 183, 922]
hairdresser-ad: WANTED, the public to know that G. JEFFERY has engaged a first-class Hairdresser. [193, 841, 364, 861]
bankruptcy-dated: Dated, at Lawrence, this twenty-fifth day of November, 1873. [7, 882, 183, 901]
public-notice [7, 928, 183, 1010]
troupe2-roles: IXION and ANNIE WHITE. [212, 303, 345, 314]
death-heading: DEATH. [621, 610, 662, 621]
auction-addressee: To Farmers and others, [56, 87, 132, 97]
local-item: AN amateur concert and ball took place in the Oddfellows Hall, Waipori, on Friday evening last, in aid of the funds of the local school. Owing to the inclemency of the weather, many were detained from putting in an appearance, but, all considered, everything passed off very pleasantly and successfully. The ladies and gentlemen who took part in the proceedings, deserve great praise for the indefatigable manner in which they fulfilled their several duties. We are informed that upwards of £8 was realized by the entertainment, which sum will considerably augment the school funds. [918, 325, 1089, 437]
poison-notice [7, 1222, 183, 1277]
local-item: THE Clarks Hill Prospecting Company have been persevering. In June 24th of last year, they applied to the General Government for a subsidy, the reply being "no funds applicable." Since then, the present Company was formed; it now numbers 40 shareholders, who have paid up calls to the amount of £1000, and have driven 1000 feet through the bridge between Wetherstones and Gabriels, and are now entering upon unexplored "country." They intend to apply to the Provincial Government, on whom they will press their claim for £1500, that is to say, they simply ask a donation as the "£ to £" system. They will submit the subsidy should they strike a payable reef. They quote the examples already set by the Otago Executive, who subsidised mining efforts at Blacks, Naseby, and Waipori. [918, 438, 1089, 587]
nameplate-subtitle: AND GOLDFIELDS REPORTER & ADVERTISER. [581, 717, 702, 735]
local-item: WE have the Government will not delay in expending the amount of money voted by the Council for repair of this road. [918, 1197, 1089, 1225]
wardens-signature: JOHN EDIE, [139, 664, 183, 674]
columns [6, 33, 1094, 2574]
public-body: ALL ACCOUNTS not paid or arranged for by the 1st of December, will be placed in the hands of my Solicitor for summary recovery, as business arrangements compel me to leave the district almost immediately. [7, 944, 183, 992]
troupe-heading: CLARA STEPHENSON'S IXION [198, 58, 358, 81]
projected-body: For London.—Peter Denny, early; Columbus, early; Otago, early. For Melbourne.—Claud Hamilton, via the North, 29th; Albion, 24th; Taranga, tomorrow. For Newcastle—Cossenwitch, to-day. [374, 245, 545, 284]
notice-heading: NOTICE. [248, 768, 309, 781]
table-cell: October 16 [557, 554, 590, 564]
meyer-body: WANTED known—The first crop of the NEW SEASON'S TEA, in half-chests, just arrived per steamer Craigforth from China, via Melbourne and Dunedin. This being an extra full-flavored Tea, we recommend it as the best Tea in the Tuapeka District, at a reasonable price. By the half-chest a low price will be charged. [193, 1127, 364, 1194]
arrivals-body: Nov. 21—Christian M'Ausland, ship, 962 tons, Tilly, from London, via G. G. Russell & Co., agents. Passengers—Mrs. Thompson, Misses Lankester, Howley (3), Ashford, Le Lievre, Well, Wale, Wynd, Gillanby. [374, 71, 545, 119]
shares-body: MAY be had for sale a number of paid-up Shares in the Beaumont and Tuapeka Water Race Company, [7, 421, 183, 439]
auction-date: TUESDAY, 2nd DECEMBER, [26, 38, 164, 47]
timber-body: WANTED known, that any amount of all sorts of British, American, and Colonial Timber on hand, at nominal rates, that can be cut and placed to any size required, at the People's Timber Yard. [193, 1027, 364, 1066]
troupe-date: MONDAY, DECEMBER 1st. [230, 104, 327, 114]
postal-note: The Telegraph Office is open to the public on week days from 8 am to 9 p.m.; and on Sundays from 10 to 10.30 a.m., and 6 to 6.30 p.m. N.Z. mean time. The office closes, for sale of stamps, registration and delivery of letters, applications under immigration regulations, for proposals for life assurance or annuities, at 5 p.m. For issue and payment of money orders and transaction of Savings Bank business, at 4 p.m. [556, 337, 727, 425]
auction-time: At 2 o'clock. [74, 49, 116, 59]
society-heading: TUAPEKA M. B. BUILDING AND INVESTMENT SOCIETY. [197, 677, 358, 698]
society-signature: FREDK. MEYER, [306, 741, 364, 749]
local-item: THE new boots for the Messrs. Tobson's punt, at the Teviot, passed through Lawrence for their destination this week. [918, 1941, 1089, 1970]
auctioneer-name: WILLIAM HAYES [36, 97, 153, 110]
waste-date: Dated November 21st, 1873. [7, 1101, 100, 1111]
column-5 [732, 34, 913, 2576]
masthead-date: Wednesday, November 26, 1873. [926, 9, 1094, 24]
